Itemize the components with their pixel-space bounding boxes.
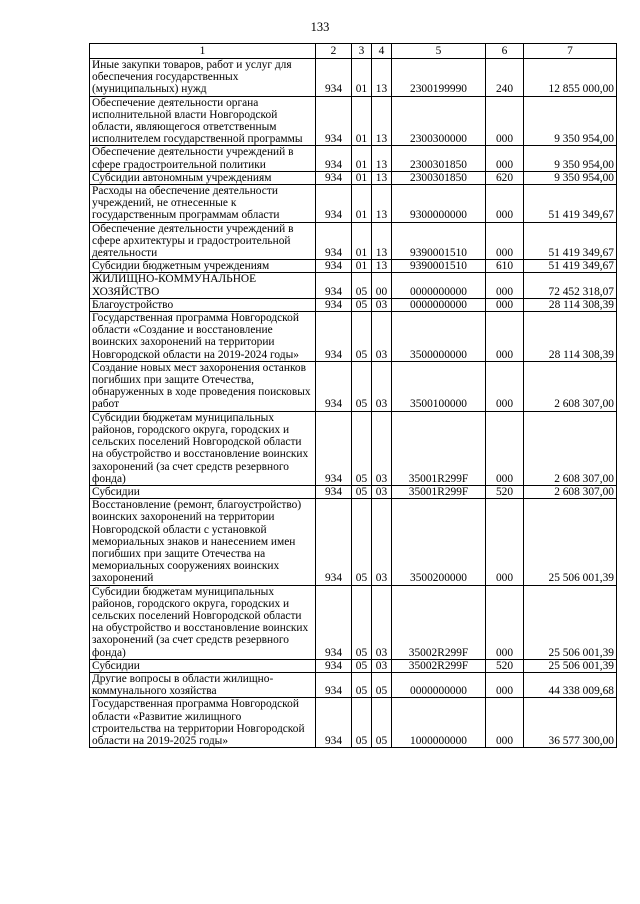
section-code: 05 — [352, 672, 372, 697]
expense-type-code: 520 — [486, 485, 524, 498]
table-row — [90, 298, 617, 311]
target-article-code: 9390001510 — [392, 260, 486, 273]
row-name: Государственная программа Новгородской области «Создание и восстановление воинских захоронений на территории Новгородской области на 2019-2024 годы» — [90, 312, 316, 362]
subsection-code: 03 — [372, 361, 392, 411]
table-row — [90, 312, 617, 362]
target-article-code: 3500200000 — [392, 499, 486, 585]
amount: 9 350 954,00 — [524, 171, 617, 184]
page-number: 133 — [310, 20, 330, 34]
expense-type-code: 520 — [486, 659, 524, 672]
ministry-code: 934 — [316, 260, 352, 273]
table-row — [90, 485, 617, 498]
table-row — [90, 698, 617, 748]
expense-type-code: 000 — [486, 361, 524, 411]
subsection-code: 03 — [372, 411, 392, 485]
row-name: Субсидии бюджетным учреждениям — [90, 260, 316, 273]
target-article-code: 35001R299F — [392, 485, 486, 498]
expense-type-code: 000 — [486, 672, 524, 697]
amount: 36 577 300,00 — [524, 698, 617, 748]
row-name: Государственная программа Новгородской области «Развитие жилищного строительства на территории Новгородской области на 2019-2025 годы» — [90, 698, 316, 748]
amount: 2 608 307,00 — [524, 485, 617, 498]
expense-type-code: 000 — [486, 698, 524, 748]
expense-type-code: 000 — [486, 222, 524, 260]
amount: 25 506 001,39 — [524, 659, 617, 672]
amount: 51 419 349,67 — [524, 185, 617, 223]
row-name: Обеспечение деятельности органа исполнительной власти Новгородской области, являющегося ответственным исполнителем государственной программы — [90, 96, 316, 146]
row-name: Субсидии — [90, 659, 316, 672]
expense-type-code: 000 — [486, 585, 524, 659]
expense-type-code: 000 — [486, 499, 524, 585]
target-article-code: 3500100000 — [392, 361, 486, 411]
expense-type-code: 610 — [486, 260, 524, 273]
expense-type-code: 000 — [486, 96, 524, 146]
expense-type-code: 000 — [486, 312, 524, 362]
ministry-code: 934 — [316, 222, 352, 260]
section-code: 01 — [352, 96, 372, 146]
expense-type-code: 240 — [486, 59, 524, 97]
amount: 44 338 009,68 — [524, 672, 617, 697]
table-row — [90, 411, 617, 485]
section-code: 05 — [352, 273, 372, 298]
section-code: 05 — [352, 312, 372, 362]
section-code: 05 — [352, 585, 372, 659]
row-name: Восстановление (ремонт, благоустройство) воинских захоронений на территории Новгородской области с установкой мемориальных знаков и нанесением имен погибших при защите Отечества на мемориальных сооружениях воинских захоронений — [90, 499, 316, 585]
subsection-code: 03 — [372, 585, 392, 659]
expense-type-code: 620 — [486, 171, 524, 184]
subsection-code: 00 — [372, 273, 392, 298]
subsection-code: 13 — [372, 96, 392, 146]
table-row — [90, 59, 617, 97]
target-article-code: 3500000000 — [392, 312, 486, 362]
ministry-code: 934 — [316, 312, 352, 362]
target-article-code: 2300301850 — [392, 146, 486, 171]
table-row — [90, 222, 617, 260]
ministry-code: 934 — [316, 672, 352, 697]
column-header: 4 — [372, 44, 392, 59]
subsection-code: 05 — [372, 672, 392, 697]
ministry-code: 934 — [316, 96, 352, 146]
ministry-code: 934 — [316, 185, 352, 223]
row-name: Благоустройство — [90, 298, 316, 311]
amount: 2 608 307,00 — [524, 411, 617, 485]
row-name: ЖИЛИЩНО-КОММУНАЛЬНОЕ ХОЗЯЙСТВО — [90, 273, 316, 298]
subsection-code: 03 — [372, 298, 392, 311]
table-row — [90, 361, 617, 411]
column-header: 6 — [486, 44, 524, 59]
target-article-code: 35001R299F — [392, 411, 486, 485]
amount: 28 114 308,39 — [524, 312, 617, 362]
column-header: 5 — [392, 44, 486, 59]
target-article-code: 9300000000 — [392, 185, 486, 223]
section-code: 01 — [352, 59, 372, 97]
ministry-code: 934 — [316, 146, 352, 171]
target-article-code: 35002R299F — [392, 659, 486, 672]
table-row — [90, 585, 617, 659]
section-code: 01 — [352, 260, 372, 273]
table-row — [90, 260, 617, 273]
expense-type-code: 000 — [486, 411, 524, 485]
ministry-code: 934 — [316, 298, 352, 311]
target-article-code: 0000000000 — [392, 672, 486, 697]
amount: 12 855 000,00 — [524, 59, 617, 97]
amount: 51 419 349,67 — [524, 222, 617, 260]
ministry-code: 934 — [316, 273, 352, 298]
table-row — [90, 672, 617, 697]
table-row — [90, 171, 617, 184]
target-article-code: 35002R299F — [392, 585, 486, 659]
ministry-code: 934 — [316, 698, 352, 748]
section-code: 05 — [352, 411, 372, 485]
row-name: Субсидии бюджетам муниципальных районов, городского округа, городских и сельских поселений Новгородской области на обустройство и восстановление воинских захоронений (за счет средств резервного фонда) — [90, 585, 316, 659]
section-code: 05 — [352, 298, 372, 311]
subsection-code: 13 — [372, 146, 392, 171]
target-article-code: 9390001510 — [392, 222, 486, 260]
target-article-code: 0000000000 — [392, 298, 486, 311]
amount: 9 350 954,00 — [524, 96, 617, 146]
subsection-code: 13 — [372, 260, 392, 273]
section-code: 01 — [352, 185, 372, 223]
target-article-code: 0000000000 — [392, 273, 486, 298]
expense-type-code: 000 — [486, 273, 524, 298]
target-article-code: 2300301850 — [392, 171, 486, 184]
subsection-code: 13 — [372, 222, 392, 260]
ministry-code: 934 — [316, 59, 352, 97]
subsection-code: 03 — [372, 312, 392, 362]
column-header: 2 — [316, 44, 352, 59]
section-code: 01 — [352, 146, 372, 171]
subsection-code: 03 — [372, 499, 392, 585]
row-name: Иные закупки товаров, работ и услуг для обеспечения государственных (муниципальных) нужд — [90, 59, 316, 97]
ministry-code: 934 — [316, 585, 352, 659]
expense-type-code: 000 — [486, 298, 524, 311]
section-code: 05 — [352, 499, 372, 585]
ministry-code: 934 — [316, 411, 352, 485]
amount: 28 114 308,39 — [524, 298, 617, 311]
budget-table — [89, 43, 617, 748]
amount: 72 452 318,07 — [524, 273, 617, 298]
row-name: Субсидии — [90, 485, 316, 498]
amount: 51 419 349,67 — [524, 260, 617, 273]
table-row — [90, 273, 617, 298]
row-name: Субсидии автономным учреждениям — [90, 171, 316, 184]
target-article-code: 2300300000 — [392, 96, 486, 146]
row-name: Обеспечение деятельности учреждений в сфере архитектуры и градостроительной деятельности — [90, 222, 316, 260]
row-name: Обеспечение деятельности учреждений в сфере градостроительной политики — [90, 146, 316, 171]
subsection-code: 05 — [372, 698, 392, 748]
column-header: 1 — [90, 44, 316, 59]
amount: 25 506 001,39 — [524, 499, 617, 585]
table-row — [90, 659, 617, 672]
ministry-code: 934 — [316, 659, 352, 672]
table-row — [90, 185, 617, 223]
subsection-code: 03 — [372, 659, 392, 672]
column-header: 3 — [352, 44, 372, 59]
subsection-code: 13 — [372, 171, 392, 184]
section-code: 01 — [352, 171, 372, 184]
ministry-code: 934 — [316, 361, 352, 411]
subsection-code: 13 — [372, 59, 392, 97]
section-code: 05 — [352, 698, 372, 748]
column-header: 7 — [524, 44, 617, 59]
expense-type-code: 000 — [486, 185, 524, 223]
subsection-code: 03 — [372, 485, 392, 498]
section-code: 05 — [352, 485, 372, 498]
expense-type-code: 000 — [486, 146, 524, 171]
row-name: Расходы на обеспечение деятельности учреждений, не отнесенные к государственным программам области — [90, 185, 316, 223]
amount: 2 608 307,00 — [524, 361, 617, 411]
table-row — [90, 96, 617, 146]
target-article-code: 1000000000 — [392, 698, 486, 748]
table-row — [90, 499, 617, 585]
row-name: Другие вопросы в области жилищно-коммунального хозяйства — [90, 672, 316, 697]
ministry-code: 934 — [316, 485, 352, 498]
target-article-code: 2300199990 — [392, 59, 486, 97]
header-row — [90, 44, 617, 59]
ministry-code: 934 — [316, 171, 352, 184]
table-row — [90, 146, 617, 171]
section-code: 05 — [352, 361, 372, 411]
row-name: Создание новых мест захоронения останков погибших при защите Отечества, обнаруженных в ходе проведения поисковых работ — [90, 361, 316, 411]
amount: 9 350 954,00 — [524, 146, 617, 171]
section-code: 05 — [352, 659, 372, 672]
ministry-code: 934 — [316, 499, 352, 585]
section-code: 01 — [352, 222, 372, 260]
amount: 25 506 001,39 — [524, 585, 617, 659]
subsection-code: 13 — [372, 185, 392, 223]
row-name: Субсидии бюджетам муниципальных районов, городского округа, городских и сельских поселений Новгородской области на обустройство и восстановление воинских захоронений (за счет средств резервного фонда) — [90, 411, 316, 485]
